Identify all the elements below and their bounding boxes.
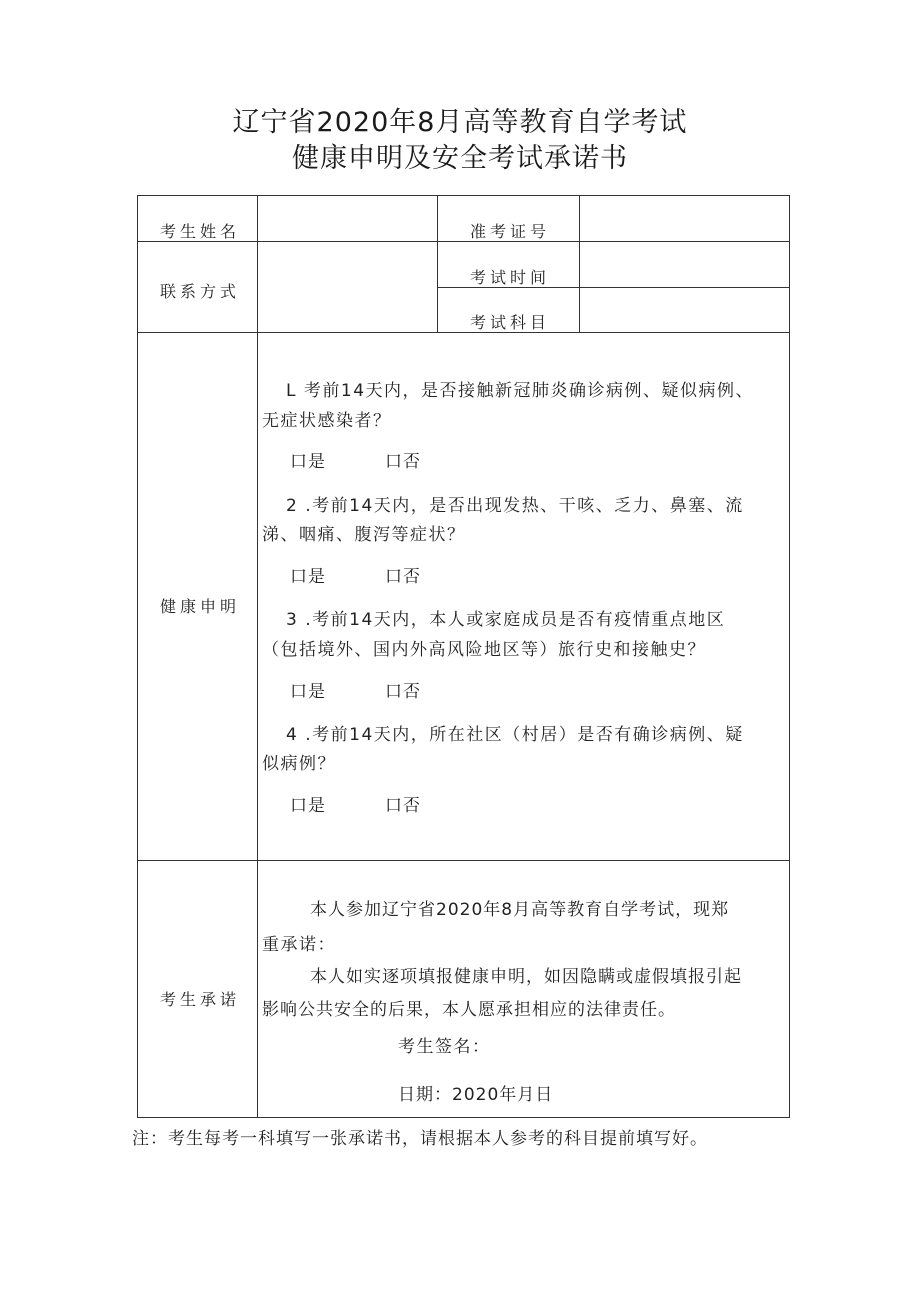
- name-label: 考生姓名: [160, 222, 241, 241]
- table-border-top: [137, 195, 790, 196]
- q3-yes-checkbox[interactable]: 口是: [290, 682, 326, 702]
- signature-label: 考生签名：: [398, 1037, 491, 1057]
- signature-field[interactable]: [490, 1028, 780, 1056]
- table-divider: [579, 195, 580, 333]
- exam-subject-field[interactable]: [582, 290, 787, 330]
- table-border-left: [137, 195, 138, 1118]
- exam-time-label: 考试时间: [470, 268, 551, 287]
- q2-yes-checkbox[interactable]: 口是: [290, 567, 326, 587]
- exam-subject-label: 考试科目: [470, 313, 551, 332]
- pledge-paragraph-2-line-2: 影响公共安全的后果，本人愿承担相应的法律责任。: [262, 1000, 676, 1020]
- question-3-line-2: （包括境外、国内外高风险地区等）旅行史和接触史？: [262, 640, 706, 660]
- name-field[interactable]: [260, 198, 435, 238]
- footnote: 注：考生每考一科填写一张承诺书，请根据本人参考的科目提前填写好。: [132, 1129, 708, 1149]
- ticket-number-field[interactable]: [582, 198, 787, 238]
- table-divider: [257, 195, 258, 1118]
- question-1-line-1: L 考前14天内，是否接触新冠肺炎确诊病例、疑似病例、: [286, 381, 755, 401]
- question-4-line-1: 4 .考前14天内，所在社区（村居）是否有确诊病例、疑: [286, 725, 744, 745]
- health-declaration-label: 健康申明: [160, 597, 241, 616]
- date-label: 日期：2020年月日: [398, 1085, 554, 1105]
- q1-no-checkbox[interactable]: 口否: [385, 452, 421, 472]
- table-divider: [137, 860, 790, 861]
- question-1-line-2: 无症状感染者？: [262, 411, 392, 431]
- question-2-line-1: 2 .考前14天内，是否出现发热、干咳、乏力、鼻塞、流: [286, 496, 744, 516]
- q4-no-checkbox[interactable]: 口否: [385, 796, 421, 816]
- q3-no-checkbox[interactable]: 口否: [385, 682, 421, 702]
- table-divider: [137, 332, 790, 333]
- question-4-line-2: 似病例？: [262, 754, 336, 774]
- pledge-paragraph-2-line-1: 本人如实逐项填报健康申明，如因隐瞒或虚假填报引起: [310, 967, 742, 987]
- table-divider: [437, 195, 438, 333]
- exam-time-field[interactable]: [582, 244, 787, 285]
- pledge-paragraph-1-line-2: 重承诺：: [262, 935, 336, 955]
- q1-yes-checkbox[interactable]: 口是: [290, 452, 326, 472]
- question-3-line-1: 3 .考前14天内，本人或家庭成员是否有疫情重点地区: [286, 610, 726, 630]
- table-border-right: [789, 195, 790, 1118]
- pledge-label: 考生承诺: [160, 990, 241, 1009]
- contact-label: 联系方式: [160, 282, 241, 301]
- pledge-paragraph-1-line-1: 本人参加辽宁省2020年8月高等教育自学考试，现郑: [310, 900, 730, 920]
- ticket-number-label: 准考证号: [470, 222, 551, 241]
- contact-field[interactable]: [260, 244, 435, 330]
- document-subtitle: 健康申明及安全考试承诺书: [292, 143, 628, 174]
- q2-no-checkbox[interactable]: 口否: [385, 567, 421, 587]
- document-title: 辽宁省2020年8月高等教育自学考试: [232, 107, 688, 138]
- table-border-bottom: [137, 1117, 790, 1118]
- question-2-line-2: 涕、咽痛、腹泻等症状？: [262, 525, 466, 545]
- q4-yes-checkbox[interactable]: 口是: [290, 796, 326, 816]
